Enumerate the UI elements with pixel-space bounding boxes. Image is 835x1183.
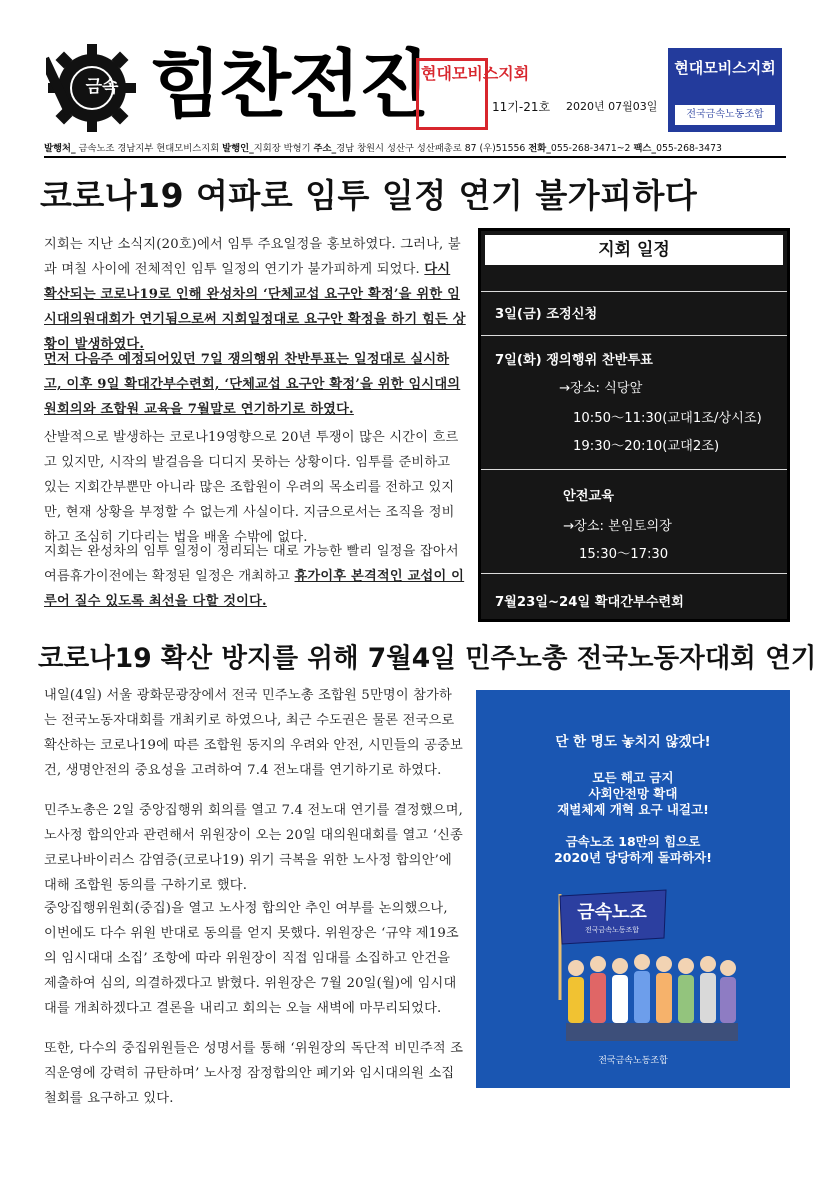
publisher-value: 금속노조 경남지부 현대모비스지회 [75, 143, 223, 154]
schedule-item-vote: 7일(화) 쟁의행위 찬반투표 [495, 353, 653, 368]
issue-date: 2020년 07월03일 [566, 100, 658, 113]
article1-paragraph-1 [44, 232, 466, 357]
poster-footer: 전국금속노동조합 [598, 1056, 668, 1066]
schedule-vote-time-1: 10:50～11:30(교대1조/상시조) [573, 411, 762, 426]
schedule-vote-time-2: 19:30～20:10(교대2조) [573, 439, 720, 454]
article1-p1-text: 지회는 지난 소식지(20호)에서 임투 주요일정을 홍보하였다. 그러나, 불과 며칠 사이에 전체적인 임투 일정의 연기가 불가피하게 되었다. [44, 237, 461, 277]
schedule-vote-place: →장소: 식당앞 [559, 381, 643, 396]
newsletter-title: 힘찬전진 [150, 42, 428, 128]
schedule-divider [481, 335, 787, 336]
workers-illustration [546, 880, 746, 1050]
schedule-divider [481, 469, 787, 470]
issuer-value: 지회장 박형기 [253, 143, 314, 154]
article1-paragraph-4 [44, 539, 466, 614]
article1-p2-emphasis: 먼저 다음주 예정되어있던 7일 쟁의행위 찬반투표는 일정대로 실시하고, 이후 9일 확대간부수련회, ‘단체교섭 요구안 확정’을 위한 임시대의원회의와 조합원 교육을 7월말로 연기하기로 하였다. [44, 352, 461, 417]
campaign-poster [476, 690, 790, 1088]
article2-paragraph-4: 또한, 다수의 중집위원들은 성명서를 통해 ‘위원장의 독단적 비민주적 조직운영에 강력히 규탄하며’ 노사정 잠정합의안 폐기와 임시대의원 소집 철회를 요구하고 있다. [44, 1041, 464, 1106]
workers-group [566, 954, 738, 1041]
article1-p4-text: 지회는 완성차의 임투 일정이 정리되는 대로 가능한 빨리 일정을 잡아서 여름휴가이전에는 확정된 일정은 개최하고 [44, 544, 459, 584]
issue-number: 11기-21호 [492, 100, 551, 114]
article1-p4-emphasis: 휴가이후 본격적인 교섭이 이루어 질수 있도록 최선을 다할 것이다. [44, 569, 465, 609]
schedule-item-retreat: 7월23일~24일 확대간부수련회 [495, 595, 684, 610]
poster-slogan-2b: 사회안전망 확대 [588, 786, 678, 801]
branch-logo-union: 전국금속노동조합 [675, 105, 775, 125]
schedule-divider [481, 291, 787, 292]
schedule-panel [478, 228, 790, 622]
branch-logo [668, 48, 782, 132]
branch-seal: 현대모비스지회 [416, 58, 488, 130]
article1-p1-emphasis: 다시 확산되는 코로나19로 인해 완성차의 ‘단체교섭 요구안 확정’을 위한 임시대의원대회가 연기됨으로써 지회일정대로 요구안 확정을 하기 힘든 상황이 발생하였다. [44, 262, 466, 352]
poster-slogan-1: 단 한 명도 놓치지 않겠다! [555, 734, 711, 750]
publisher-label: 발행처_ [44, 143, 76, 154]
publisher-line [44, 140, 786, 158]
article2-headline: 코로나19 확산 방지를 위해 7월4일 민주노총 전국노동자대회 연기 [38, 643, 817, 674]
fax-value: 055-268-3473 [656, 143, 722, 154]
schedule-item-mediation: 3일(금) 조정신청 [495, 307, 598, 322]
poster-slogan-3b: 2020년 당당하게 돌파하자! [554, 850, 712, 865]
fax-label: 팩스_ [633, 143, 657, 154]
poster-slogan-2c: 재벌체제 개혁 요구 내걸고! [557, 802, 709, 817]
phone-value: 055-268-3471~2 [550, 143, 634, 154]
article2-paragraph-3: 중앙집행위원회(중집)을 열고 노사정 합의안 추인 여부를 논의했으나, 이번에도 다수 위원 반대로 동의를 얻지 못했다. 위원장은 ‘규약 제19조의 임시대대 소집’ 조항에 따라 위원장이 직접 임대를 소집하고 안건을 제출하여 심의, 의결하겠다고 밝혔다. 위원장은 7월 20일(월)에 임시대대를 개최하겠다고 결론을 내리고 회의는 오늘 새벽에 마무리되었다. [44, 901, 459, 1016]
flag-text: 금속노조 [577, 902, 647, 923]
union-logo-text: 금속 [85, 77, 119, 97]
article1-headline: 코로나19 여파로 임투 일정 연기 불가피하다 [40, 176, 698, 215]
article2-paragraph-2: 민주노총은 2일 중앙집행위 회의를 열고 7.4 전노대 연기를 결정했으며, 노사정 합의안과 관련해서 위원장이 오는 20일 대의원대회를 열고 ‘신종 코로나바이러스 감염증(코로나19) 위기 극복을 위한 노사정 합의안’에 대해 조합원 동의를 구하기로 했다. [44, 803, 464, 893]
branch-logo-name: 현대모비스지회 [674, 59, 776, 77]
address-value: 경남 창원시 성산구 성산패총로 87 (우)51556 [336, 143, 529, 154]
address-label: 주소_ [313, 143, 337, 154]
poster-slogan-3a: 금속노조 18만의 힘으로 [565, 834, 701, 849]
article2-paragraph-1: 내일(4일) 서울 광화문광장에서 전국 민주노총 조합원 5만명이 참가하는 전국노동자대회를 개최키로 하였으나, 최근 수도권은 물론 전국으로 확산하는 코로나19에 따른 조합원 동지의 우려와 안전, 시민들의 공중보건, 생명안전의 중요성을 고려하여 7.4 전노대를 연기하기로 하였다. [44, 688, 464, 778]
poster-slogan-2a: 모든 해고 금지 [592, 770, 674, 785]
article1-paragraph-2 [44, 347, 466, 422]
flag-subtext: 전국금속노동조합 [584, 926, 640, 934]
issuer-label: 발행인_ [222, 143, 254, 154]
schedule-safety-time: 15:30～17:30 [579, 547, 669, 562]
phone-label: 전화_ [528, 143, 551, 154]
schedule-safety-place: →장소: 본임토의장 [563, 519, 672, 534]
article1-paragraph-3: 산발적으로 발생하는 코로나19영향으로 20년 투쟁이 많은 시간이 흐르고 있지만, 시작의 발걸음을 디디지 못하는 상황이다. 임투를 준비하고 있는 지회간부뿐만 아니라 많은 조합원이 우려의 목소리를 전하고 있지만, 현재 상황을 부정할 수 없는게 사실이다. 지금으로서는 조직을 정비하고 조심히 기다리는 법을 배울 수밖에 없다. [44, 430, 459, 545]
schedule-title: 지회 일정 [485, 235, 783, 265]
schedule-item-safety: 안전교육 [563, 489, 614, 504]
schedule-divider [481, 573, 787, 574]
